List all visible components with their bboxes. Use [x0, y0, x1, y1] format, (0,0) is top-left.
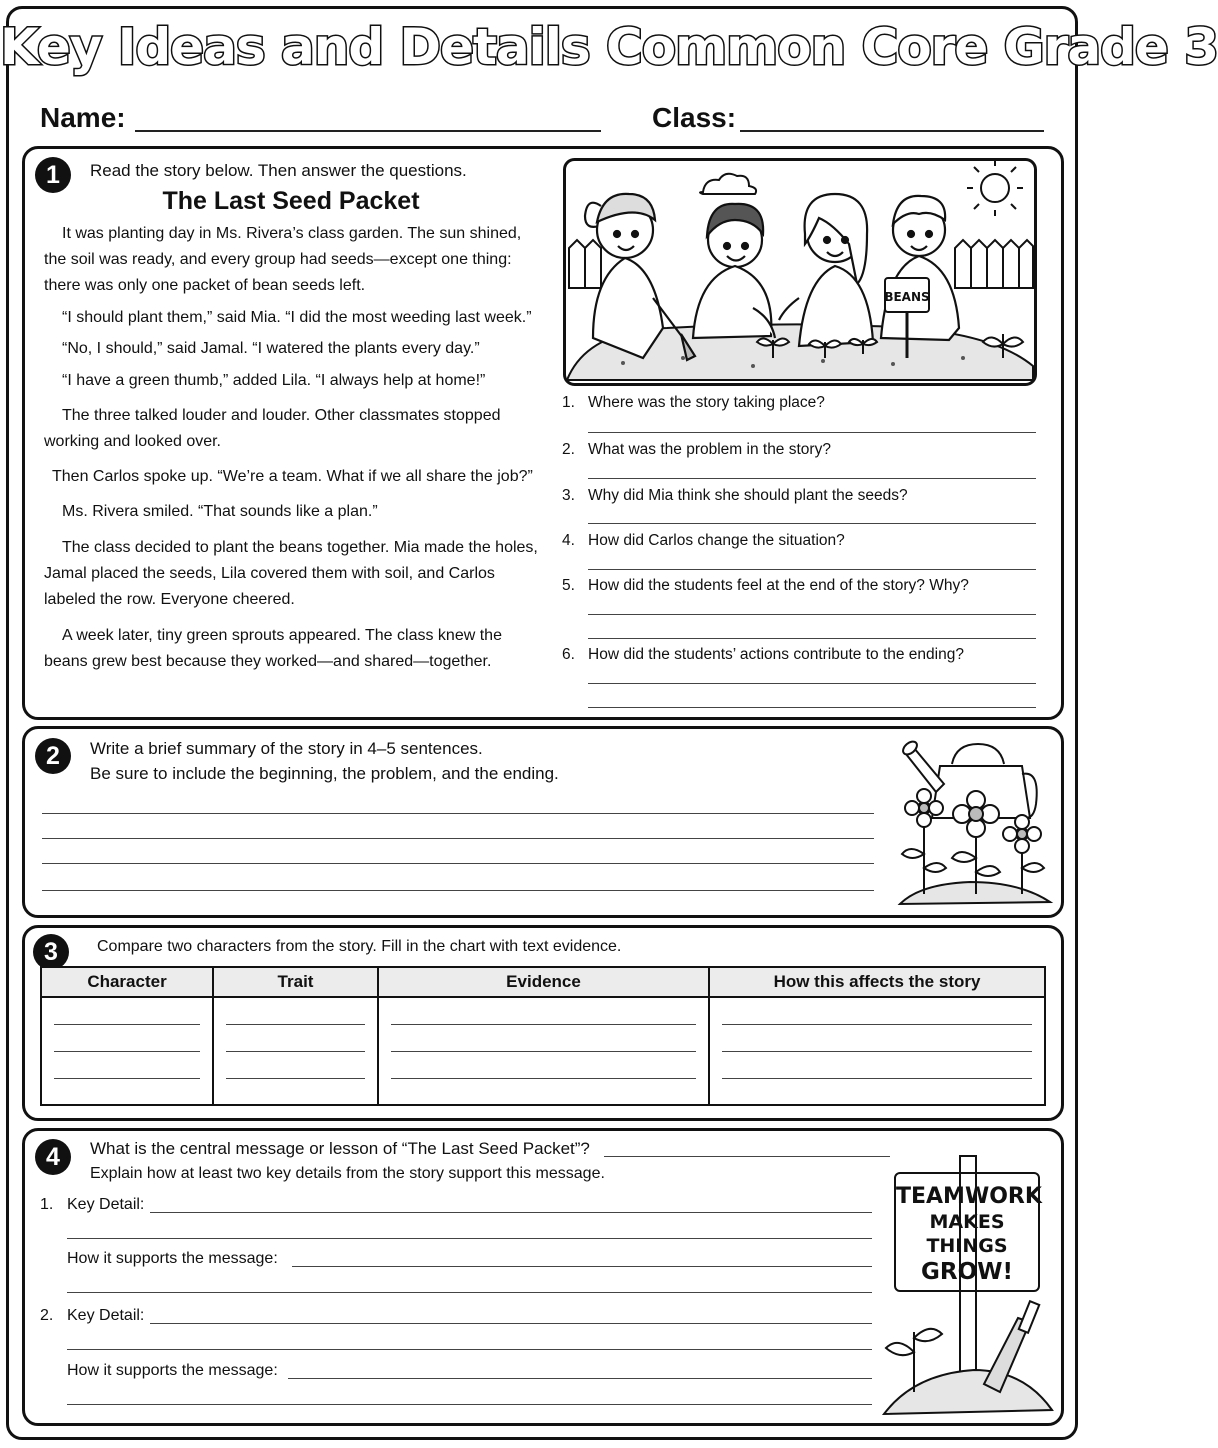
question-1: [562, 394, 825, 412]
question-number: 6.: [562, 646, 575, 663]
answer-line[interactable]: [588, 478, 1036, 479]
summary-line[interactable]: [42, 813, 874, 814]
summary-line[interactable]: [42, 863, 874, 864]
story-paragraph-1: [44, 221, 544, 299]
kids-planting-illustration: [563, 158, 1037, 386]
story-paragraph-6: [44, 464, 544, 490]
section-2-instruction-1: Write a brief summary of the story in 4–5 sentences.: [90, 739, 483, 758]
watering-can-flowers-icon: [896, 734, 1056, 906]
story-paragraph-4: [44, 368, 544, 394]
evidence-cell[interactable]: [378, 997, 709, 1105]
story-paragraph-9: [44, 623, 544, 675]
support-2-line[interactable]: [288, 1378, 872, 1379]
class-label: Class:: [652, 102, 737, 133]
summary-line[interactable]: [42, 890, 874, 891]
story-text: It was planting day in Ms. Rivera’s class garden. The sun shined, the soil was ready, and every group had seeds—except one thing: there was only one packet of bean seeds left.: [44, 225, 522, 294]
story-paragraph-2: [44, 305, 544, 331]
story-paragraph-8: [44, 535, 544, 613]
story-text: Ms. Rivera smiled. “That sounds like a plan.”: [62, 503, 378, 520]
story-text: “No, I should,” said Jamal. “I watered the plants every day.”: [62, 340, 480, 357]
question-text: Why did Mia think she should plant the seeds?: [588, 487, 908, 504]
answer-line[interactable]: [588, 523, 1036, 524]
column-header-trait: Trait: [213, 967, 378, 997]
answer-line[interactable]: [588, 432, 1036, 433]
support-1-line[interactable]: [292, 1266, 872, 1267]
section-1-instruction: Read the story below. Then answer the questions.: [90, 161, 467, 180]
section-4-instruction: Explain how at least two key details from the story support this message.: [90, 1165, 605, 1182]
teamwork-sign: [894, 1172, 1040, 1292]
answer-line[interactable]: [588, 638, 1036, 639]
character-chart: [40, 966, 1046, 1106]
question-number: 1.: [562, 394, 575, 411]
column-header-evidence: Evidence: [378, 967, 709, 997]
key-detail-1-label: Key Detail:: [67, 1196, 145, 1213]
key-detail-1-line[interactable]: [150, 1212, 872, 1213]
effect-cell[interactable]: [709, 997, 1045, 1105]
answer-line[interactable]: [588, 707, 1036, 708]
section-1-number: 1: [35, 157, 71, 193]
sign-line: TEAMWORK: [896, 1184, 1042, 1209]
column-header-character: Character: [41, 967, 213, 997]
summary-line[interactable]: [42, 838, 874, 839]
story-paragraph-3: [44, 336, 544, 362]
support-1-label: How it supports the message:: [67, 1250, 278, 1267]
question-number: 2.: [562, 441, 575, 458]
worksheet-title: Key Ideas and Details Common Core Grade 3: [0, 18, 1218, 76]
story-text: The class decided to plant the beans together. Mia made the holes, Jamal placed the seeds, Lila covered them with soil, and Carlos labeled the row. Everyone cheered.: [44, 539, 538, 608]
answer-line[interactable]: [588, 614, 1036, 615]
column-header-effect: How this affects the story: [709, 967, 1045, 997]
question-text: Where was the story taking place?: [588, 394, 825, 411]
story-paragraph-5: [44, 403, 544, 455]
story-text: “I have a green thumb,” added Lila. “I always help at home!”: [62, 372, 486, 389]
key-detail-1-line[interactable]: [67, 1238, 872, 1239]
question-text: How did Carlos change the situation?: [588, 532, 845, 549]
central-message-line[interactable]: [604, 1156, 890, 1157]
class-input-line[interactable]: [740, 130, 1044, 132]
section-2-instruction-2: Be sure to include the beginning, the problem, and the ending.: [90, 764, 559, 783]
key-detail-2-label: Key Detail:: [67, 1307, 145, 1324]
question-number: 4.: [562, 532, 575, 549]
question-text: How did the students’ actions contribute to the ending?: [588, 646, 964, 663]
story-paragraph-7: [44, 499, 544, 525]
question-3: [562, 487, 908, 505]
story-text: A week later, tiny green sprouts appeared. The class knew the beans grew best because they worked—and shared—together.: [44, 627, 502, 670]
trait-cell[interactable]: [213, 997, 378, 1105]
name-input-line[interactable]: [135, 130, 601, 132]
key-detail-2-line[interactable]: [150, 1323, 872, 1324]
sign-line: THINGS: [926, 1235, 1008, 1257]
answer-line[interactable]: [588, 683, 1036, 684]
answer-line[interactable]: [588, 569, 1036, 570]
character-cell[interactable]: [41, 997, 213, 1105]
story-text: The three talked louder and louder. Other classmates stopped working and looked over.: [44, 407, 501, 450]
beans-sign-label: BEANS: [884, 290, 930, 304]
section-4-question: What is the central message or lesson of “The Last Seed Packet”?: [90, 1139, 590, 1158]
story-text: Then Carlos spoke up. “We’re a team. What if we all share the job?”: [52, 468, 533, 485]
support-2-line[interactable]: [67, 1404, 872, 1405]
question-5: [562, 577, 969, 595]
story-title: The Last Seed Packet: [162, 187, 420, 215]
section-4-number: 4: [35, 1139, 71, 1175]
question-text: What was the problem in the story?: [588, 441, 831, 458]
key-detail-2-line[interactable]: [67, 1349, 872, 1350]
sign-line: MAKES: [929, 1211, 1005, 1233]
item-2-number: 2.: [40, 1307, 54, 1324]
question-2: [562, 441, 831, 459]
question-6: [562, 646, 964, 664]
item-1-number: 1.: [40, 1196, 54, 1213]
section-3-instruction: Compare two characters from the story. Fill in the chart with text evidence.: [97, 938, 622, 955]
section-2-number: 2: [35, 738, 71, 774]
section-3-number: 3: [33, 934, 69, 970]
story-text: “I should plant them,” said Mia. “I did the most weeding last week.”: [62, 309, 532, 326]
sign-line: GROW!: [921, 1259, 1013, 1285]
question-number: 5.: [562, 577, 575, 594]
name-label: Name:: [40, 102, 126, 133]
question-number: 3.: [562, 487, 575, 504]
support-1-line[interactable]: [67, 1292, 872, 1293]
question-text: How did the students feel at the end of the story? Why?: [588, 577, 969, 594]
support-2-label: How it supports the message:: [67, 1362, 278, 1379]
question-4: [562, 532, 845, 550]
